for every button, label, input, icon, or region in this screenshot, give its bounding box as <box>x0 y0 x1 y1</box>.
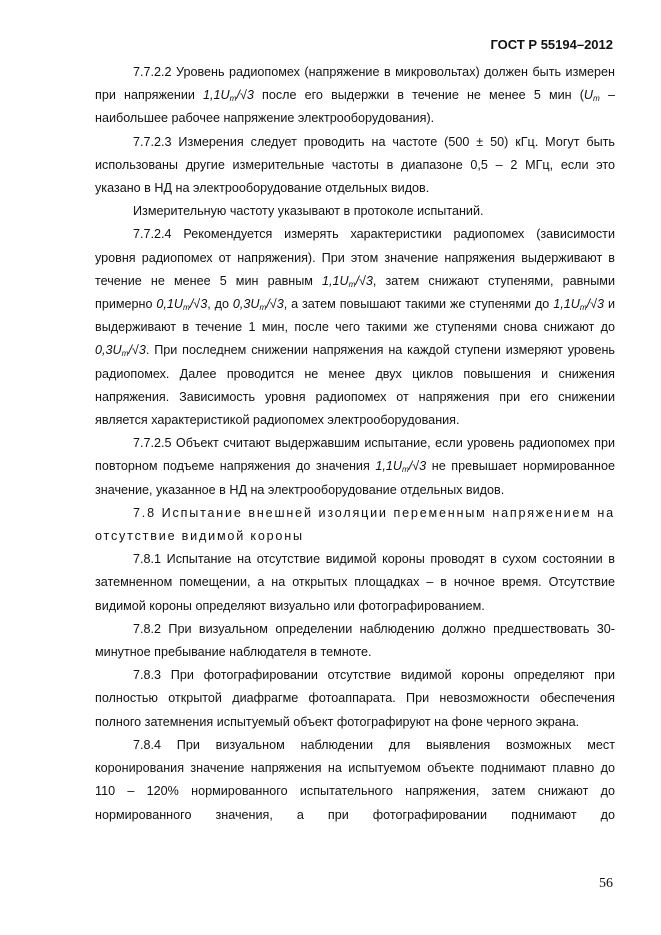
document-body <box>95 61 615 827</box>
paragraph <box>95 618 615 664</box>
text-segment: m <box>579 303 587 313</box>
text-segment: /√3 <box>266 297 284 312</box>
text-segment: U <box>583 88 594 103</box>
text-segment: , до <box>207 297 233 312</box>
text-segment: 7.8 Испытание внешней изоляции переменным напряжением на отсутствие видимой короны <box>95 505 615 544</box>
text-segment: m <box>593 94 600 104</box>
section-heading <box>95 502 615 548</box>
text-segment: , затем снижают ступенями, равными примерно <box>95 273 615 312</box>
paragraph <box>95 200 615 223</box>
text-segment: /√3 <box>355 273 373 288</box>
text-segment: после его выдержки в течение не менее 5 мин ( <box>253 88 584 103</box>
text-segment: 7.7.2.4 Рекомендуется измерять характеристики радиопомех (зависимости уровня радиопомех от напряжения). При этом значение напряжения выдерживают в течение не менее 5 мин равным <box>95 227 615 288</box>
text-segment: 7.7.2.5 Объект считают выдержавшим испытание, если уровень радиопомех при повторном подъеме напряжения до значения <box>95 436 615 474</box>
text-segment: 7.8.4 При визуальном наблюдении для выявления возможных мест коронирования значение напряжения на испытуемом объекте поднимают плавно до 110 – 120% нормированного испытательного напряжения, затем снижают до нормированного значения, а при фотографировании поднимают до <box>95 737 615 822</box>
text-segment: m <box>229 94 237 104</box>
paragraph <box>95 223 615 432</box>
text-segment: 1,1U <box>375 459 402 474</box>
text-segment: , а затем повышают такими же ступенями до <box>283 297 554 312</box>
page-number: 56 <box>599 876 613 891</box>
text-segment: /√3 <box>236 88 254 103</box>
text-segment: m <box>121 349 129 359</box>
text-segment: и выдерживают в течение 1 мин, после чего такими же ступенями снова снижают до <box>95 297 615 335</box>
paragraph <box>95 664 615 734</box>
text-segment: 0,3U <box>232 297 260 312</box>
document-header: ГОСТ Р 55194–2012 <box>490 37 613 52</box>
text-segment: 7.8.3 При фотографировании отсутствие видимой короны определяют при полностью открытой диафрагме фотоаппарата. При невозможности обеспечения полного затемнения испытуемый объект фотографируют на фоне черного экрана. <box>95 668 615 729</box>
text-segment: 7.8.1 Испытание на отсутствие видимой короны проводят в сухом состоянии в затемненном помещении, а на открытых площадках – в ночное время. Отсутствие видимой короны определяют визуально или фотографированием. <box>95 552 615 613</box>
text-segment: 1,1U <box>203 88 230 103</box>
paragraph <box>95 61 615 131</box>
text-segment: /√3 <box>189 297 208 312</box>
text-segment: /√3 <box>128 343 146 358</box>
text-segment: 7.7.2.3 Измерения следует проводить на частоте (500 ± 50) кГц. Могут быть использованы другие измерительные частоты в диапазоне 0,5 – 2 МГц, если это указано в НД на электрооборудование отдельных видов. <box>95 134 615 196</box>
text-segment: 1,1U <box>553 297 580 312</box>
text-segment: . При последнем снижении напряжения на каждой ступени измеряют уровень радиопомех. Далее проводится не менее двух циклов повышения и снижения напряжения. Зависимость уровня радиопомех от напряжения при его снижении является характеристикой радиопомех электрооборудования. <box>95 343 615 428</box>
text-segment: Измерительную частоту указывают в протоколе испытаний. <box>133 204 484 219</box>
text-segment: 0,1U <box>156 297 183 312</box>
text-segment: – наибольшее рабочее напряжение электрооборудования). <box>95 88 615 126</box>
text-segment: /√3 <box>408 459 427 474</box>
text-segment: m <box>182 303 190 313</box>
text-segment: 1,1U <box>322 273 349 288</box>
text-segment: не превышает нормированное значение, указанное в НД на электрооборудование отдельных видов. <box>95 459 615 497</box>
text-segment: m <box>401 465 409 475</box>
text-segment: /√3 <box>586 297 605 312</box>
text-segment: 7.8.2 При визуальном определении наблюдению должно предшествовать 30-минутное пребывание наблюдателя в темноте. <box>95 621 615 660</box>
text-segment: 0,3U <box>95 343 122 358</box>
paragraph <box>95 734 615 827</box>
text-segment: m <box>259 303 267 313</box>
text-segment: m <box>348 279 356 289</box>
paragraph <box>95 131 615 201</box>
paragraph <box>95 432 615 502</box>
paragraph <box>95 548 615 618</box>
text-segment: 7.7.2.2 Уровень радиопомех (напряжение в микровольтах) должен быть измерен при напряжении <box>95 65 615 103</box>
